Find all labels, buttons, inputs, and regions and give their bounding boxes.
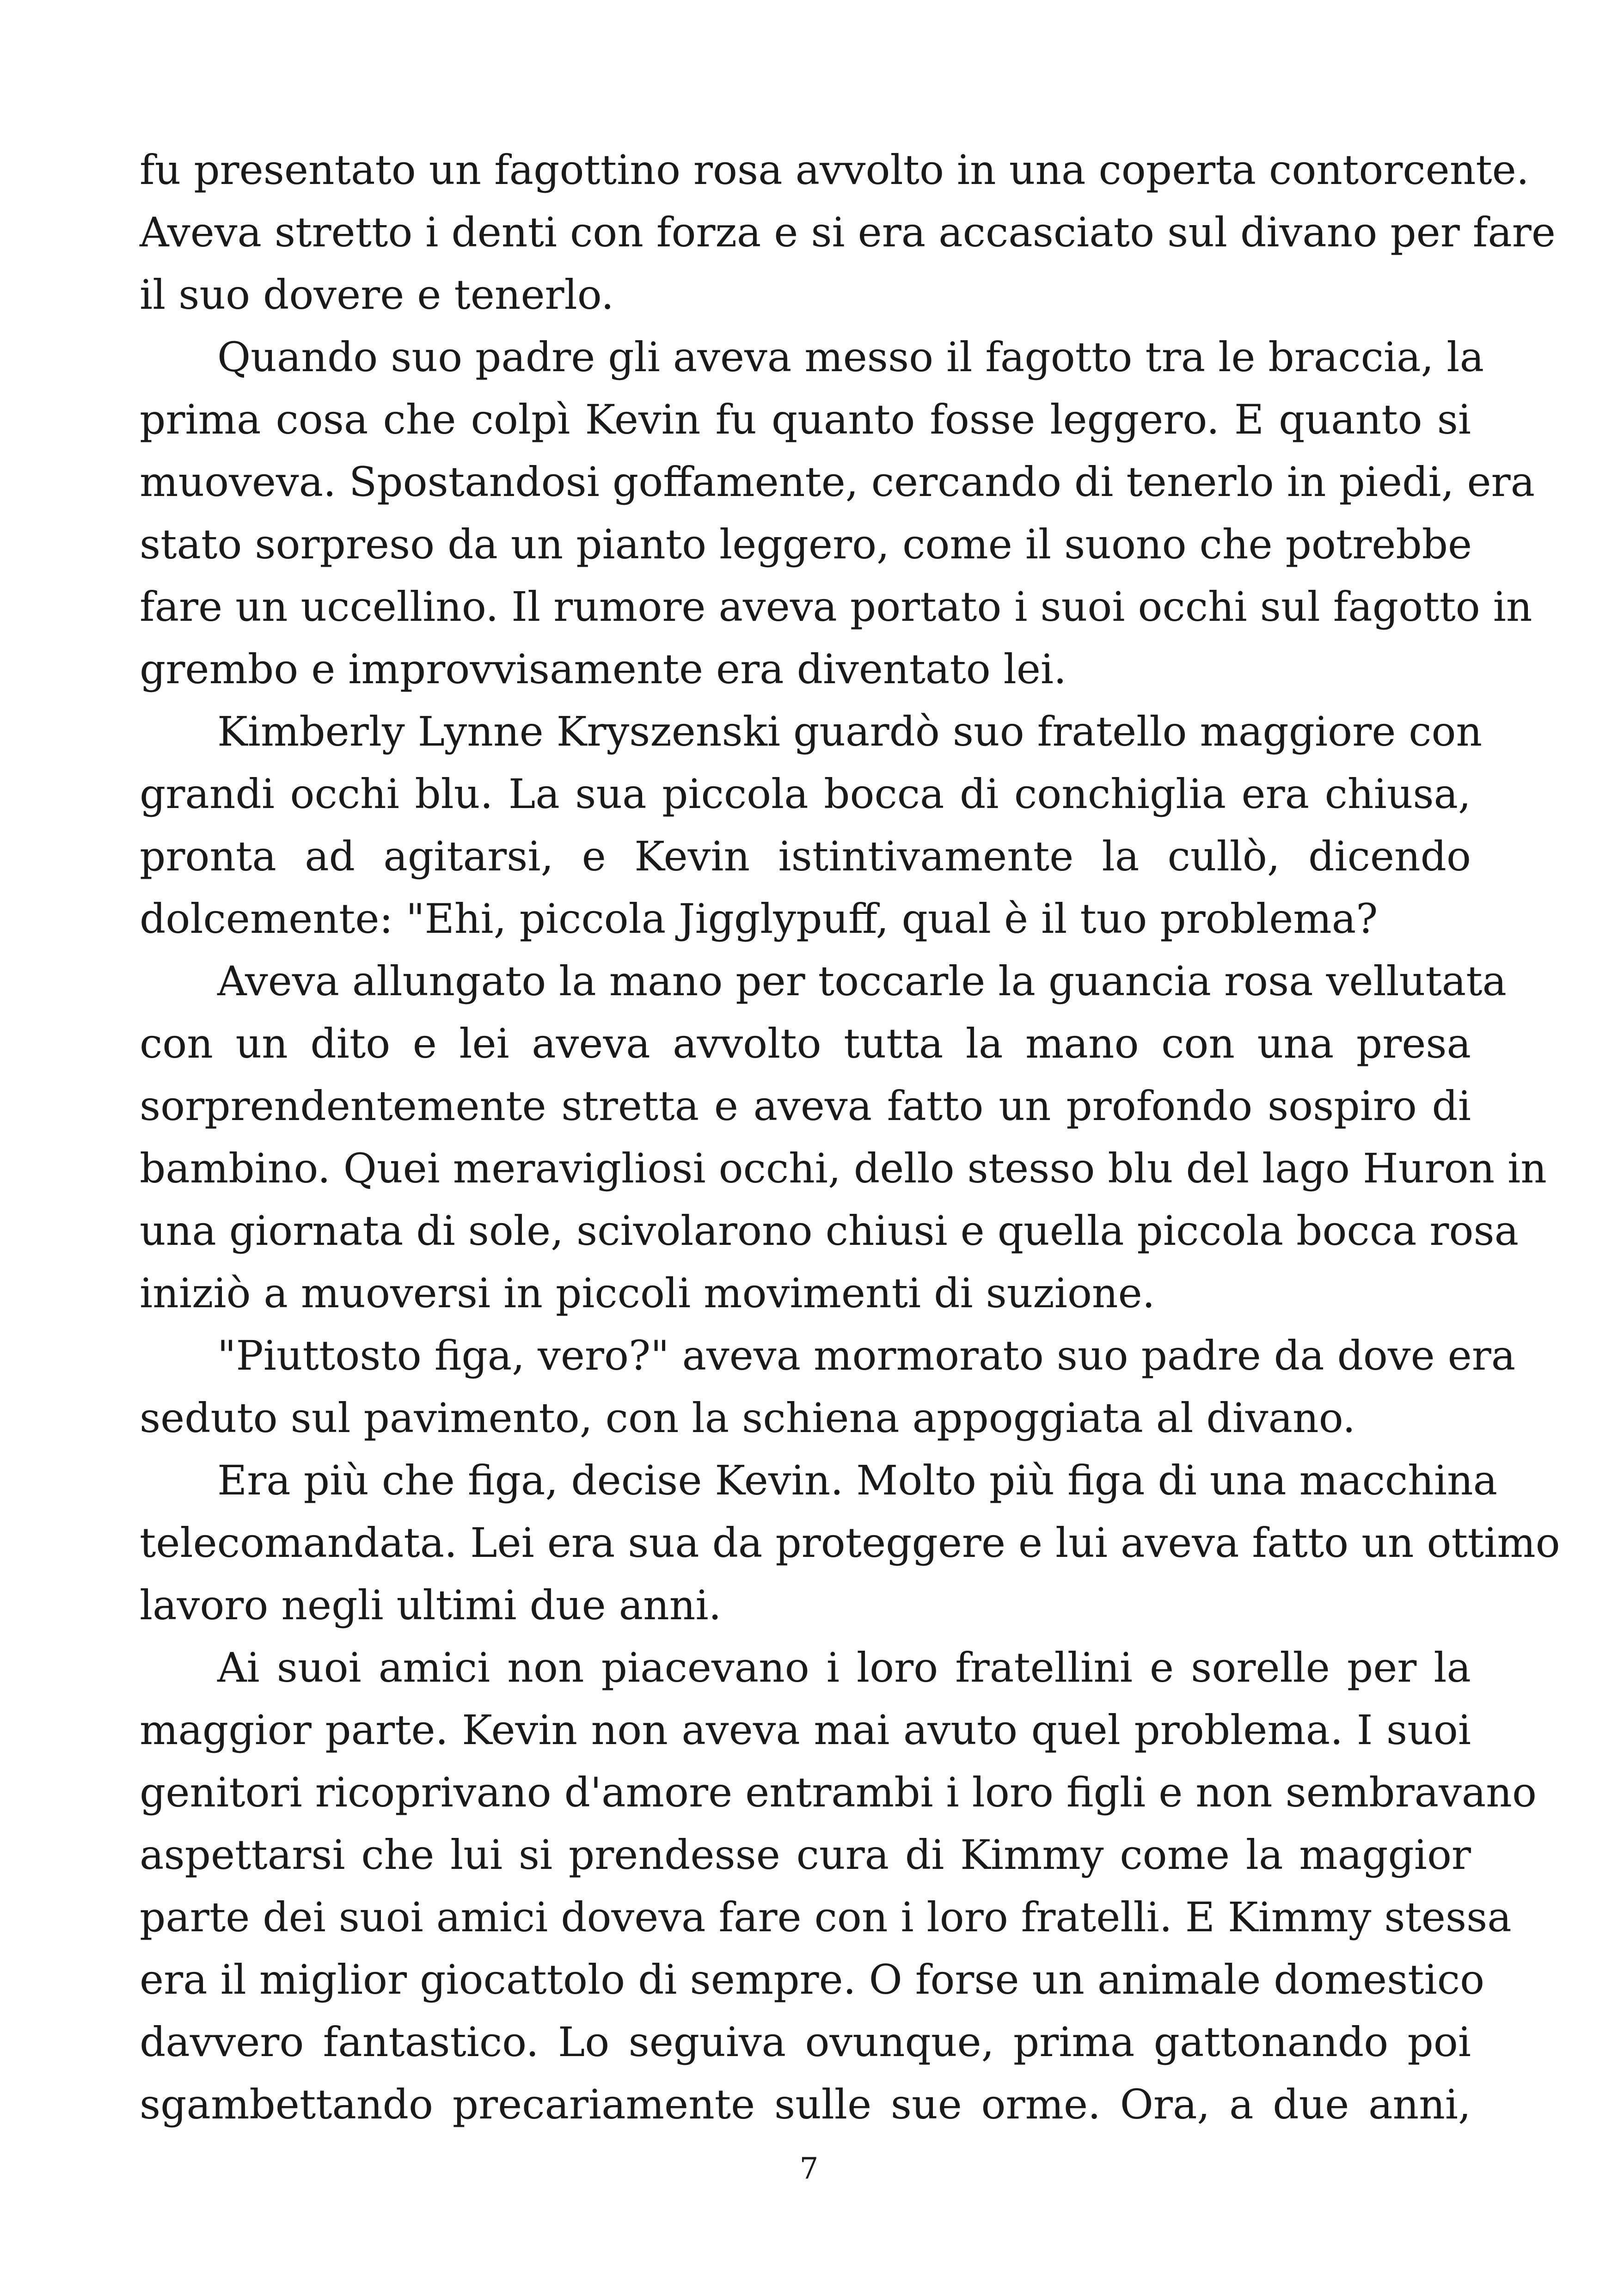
text-line: davvero fantastico. Lo seguiva ovunque, prima gattonando poi <box>140 2018 1471 2066</box>
text-line: maggior parte. Kevin non aveva mai avuto quel problema. I suoi <box>140 1706 1471 1754</box>
paragraph <box>140 139 1556 326</box>
text-line: Ai suoi amici non piacevano i loro fratellini e sorelle per la <box>217 1644 1471 1691</box>
text-line: seduto sul pavimento, con la schiena appoggiata al divano. <box>140 1394 1356 1442</box>
text-line: Kimberly Lynne Kryszenski guardò suo fratello maggiore con <box>217 708 1483 755</box>
text-line: era il miglior giocattolo di sempre. O forse un animale domestico <box>140 1956 1485 2003</box>
text-line: telecomandata. Lei era sua da proteggere e lui aveva fatto un ottimo <box>140 1519 1560 1567</box>
paragraph <box>140 1324 1516 1449</box>
text-line: muoveva. Spostandosi goffamente, cercando di tenerlo in piedi, era <box>140 458 1535 506</box>
text-line: il suo dovere e tenerlo. <box>140 271 614 318</box>
text-line: fare un uccellino. Il rumore aveva portato i suoi occhi sul fagotto in <box>140 583 1532 631</box>
text-line: prima cosa che colpì Kevin fu quanto fosse leggero. E quanto si <box>140 396 1471 443</box>
text-line: con un dito e lei aveva avvolto tutta la mano con una presa <box>140 1020 1471 1067</box>
text-line: dolcemente: "Ehi, piccola Jigglypuff, qual è il tuo problema? <box>140 895 1378 943</box>
text-line: lavoro negli ultimi due anni. <box>140 1581 722 1629</box>
text-line: "Piuttosto figa, vero?" aveva mormorato suo padre da dove era <box>217 1332 1516 1379</box>
page-number: 7 <box>799 2152 819 2186</box>
text-line: sgambettando precariamente sulle sue orme. Ora, a due anni, <box>140 2081 1471 2128</box>
text-line: fu presentato un fagottino rosa avvolto in una coperta contorcente. <box>140 146 1529 194</box>
text-line: genitori ricoprivano d'amore entrambi i loro figli e non sembravano <box>140 1769 1537 1816</box>
text-line: parte dei suoi amici doveva fare con i loro fratelli. E Kimmy stessa <box>140 1893 1512 1941</box>
text-line: iniziò a muoversi in piccoli movimenti di suzione. <box>140 1269 1155 1317</box>
text-line: Aveva allungato la mano per toccarle la guancia rosa vellutata <box>217 957 1507 1005</box>
paragraph <box>140 700 1483 950</box>
text-line: Era più che figa, decise Kevin. Molto più figa di una macchina <box>217 1457 1498 1504</box>
text-line: stato sorpreso da un pianto leggero, come il suono che potrebbe <box>140 520 1472 568</box>
text-line: una giornata di sole, scivolarono chiusi e quella piccola bocca rosa <box>140 1207 1519 1255</box>
body-text <box>140 139 1560 2136</box>
paragraph <box>140 1636 1537 2136</box>
text-line: pronta ad agitarsi, e Kevin istintivamente la cullò, dicendo <box>140 833 1471 880</box>
text-line: Quando suo padre gli aveva messo il fagotto tra le braccia, la <box>217 333 1484 381</box>
text-line: sorprendentemente stretta e aveva fatto un profondo sospiro di <box>140 1082 1471 1130</box>
text-line: grembo e improvvisamente era diventato lei. <box>140 645 1067 693</box>
text-line: aspettarsi che lui si prendesse cura di Kimmy come la maggior <box>140 1831 1471 1879</box>
text-line: bambino. Quei meravigliosi occhi, dello stesso blu del lago Huron in <box>140 1145 1547 1192</box>
text-line: Aveva stretto i denti con forza e si era accasciato sul divano per fare <box>140 208 1556 256</box>
text-line: grandi occhi blu. La sua piccola bocca di conchiglia era chiusa, <box>140 770 1471 818</box>
paragraph <box>140 950 1547 1324</box>
paragraph <box>140 326 1535 700</box>
paragraph <box>140 1449 1560 1636</box>
